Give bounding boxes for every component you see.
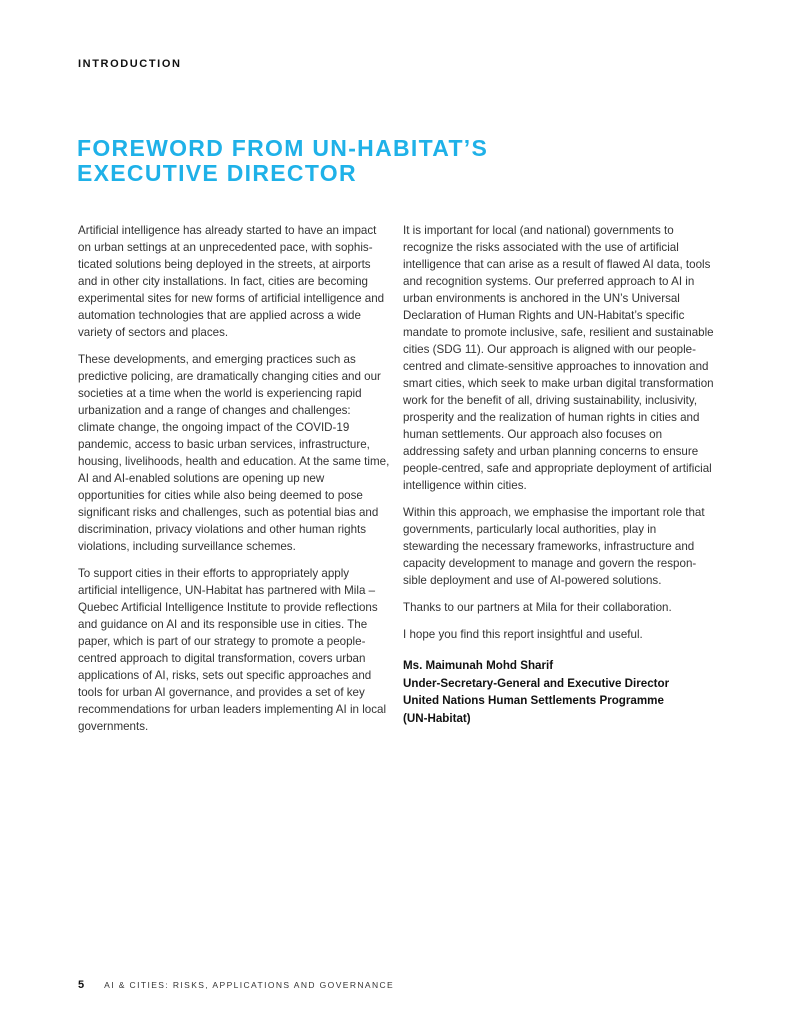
paragraph: Artificial intelligence has already started to have an impact on urban settings at an unprecedented pace, with sophisticated solutions being deployed in the streets, at airports and in other city installations. In fact, cities are becoming experimental sites for new forms of artificial intelligence and automation technologies that are applied across a wide variety of sectors and places. xyxy=(78,224,385,339)
signature-abbreviation: (UN-Habitat) xyxy=(403,711,471,725)
signature-name: Ms. Maimunah Mohd Sharif xyxy=(403,659,554,672)
publication-title: AI & CITIES: RISKS, APPLICATIONS AND GOVERNANCE xyxy=(104,980,395,990)
signature-role: Under-Secretary-General and Executive Director xyxy=(403,676,670,690)
paragraph: I hope you find this report insightful and useful. xyxy=(403,628,643,641)
right-column xyxy=(403,222,715,727)
footer xyxy=(78,979,394,991)
page-title-line-1: FOREWORD FROM UN-HABITAT’S xyxy=(77,135,489,161)
signature-block xyxy=(403,657,715,727)
paragraph: Thanks to our partners at Mila for their collaboration. xyxy=(403,601,672,614)
left-column xyxy=(78,222,390,745)
paragraph: These developments, and emerging practices such as predictive policing, are dramatically changing cities and our societies at a time when the world is experiencing rapid urbanization and a range of changes and challenges: climate change, the ongoing impact of the COVID-19 pandemic, access to basic urban services, infrastructure, housing, livelihoods, health and education. At the same time, AI and AI-enabled solutions are opening up new opportunities for cities while also being deemed to pose significant risks and challenges, such as potential bias and discrimination, privacy violations and other human rights violations, including surveillance schemes. xyxy=(78,353,390,553)
paragraph: It is important for local (and national) governments to recognize the risks associated with the use of artificial intelligence that can arise as a result of flawed AI data, tools and recognition systems. Our preferred approach to AI in urban environments is anchored in the UN’s Universal Declaration of Human Rights and UN-Habitat’s specific mandate to promote inclusive, safe, resilient and sustainable cities (SDG 11). Our approach is aligned with our people-centred and climate-sensitive approaches to innovation and smart cities, which seek to make urban digital transformation work for the benefit of all, driving sustainability, inclusivity, prosperity and the realization of human rights in cities and human settlements. Our approach also focuses on addressing safety and urban planning concerns to ensure people-centred, safe and appropriate deployment of artificial intelligence within cities. xyxy=(403,224,714,492)
section-label: INTRODUCTION xyxy=(78,58,182,70)
signature-organization: United Nations Human Settlements Programme xyxy=(403,694,664,707)
page-title xyxy=(77,136,597,186)
page-title-line-2: EXECUTIVE DIRECTOR xyxy=(77,160,357,186)
paragraph: To support cities in their efforts to appropriately apply artificial intelligence, UN-Habitat has partnered with Mila – Quebec Artificial Intelligence Institute to provide reflections and guidance on AI and its responsible use in cities. The paper, which is part of our strategy to promote a people-centred approach to digital transformation, covers urban applications of AI, risks, sets out specific approaches and tools for urban AI governance, and provides a set of key recommendations for urban leaders implementing AI in local governments. xyxy=(78,567,387,733)
page-number: 5 xyxy=(78,979,85,991)
paragraph: Within this approach, we emphasise the important role that governments, particularly local authorities, play in stewarding the necessary frameworks, infrastructure and capacity development to manage and govern the responsible deployment and use of AI-powered solutions. xyxy=(403,506,705,587)
